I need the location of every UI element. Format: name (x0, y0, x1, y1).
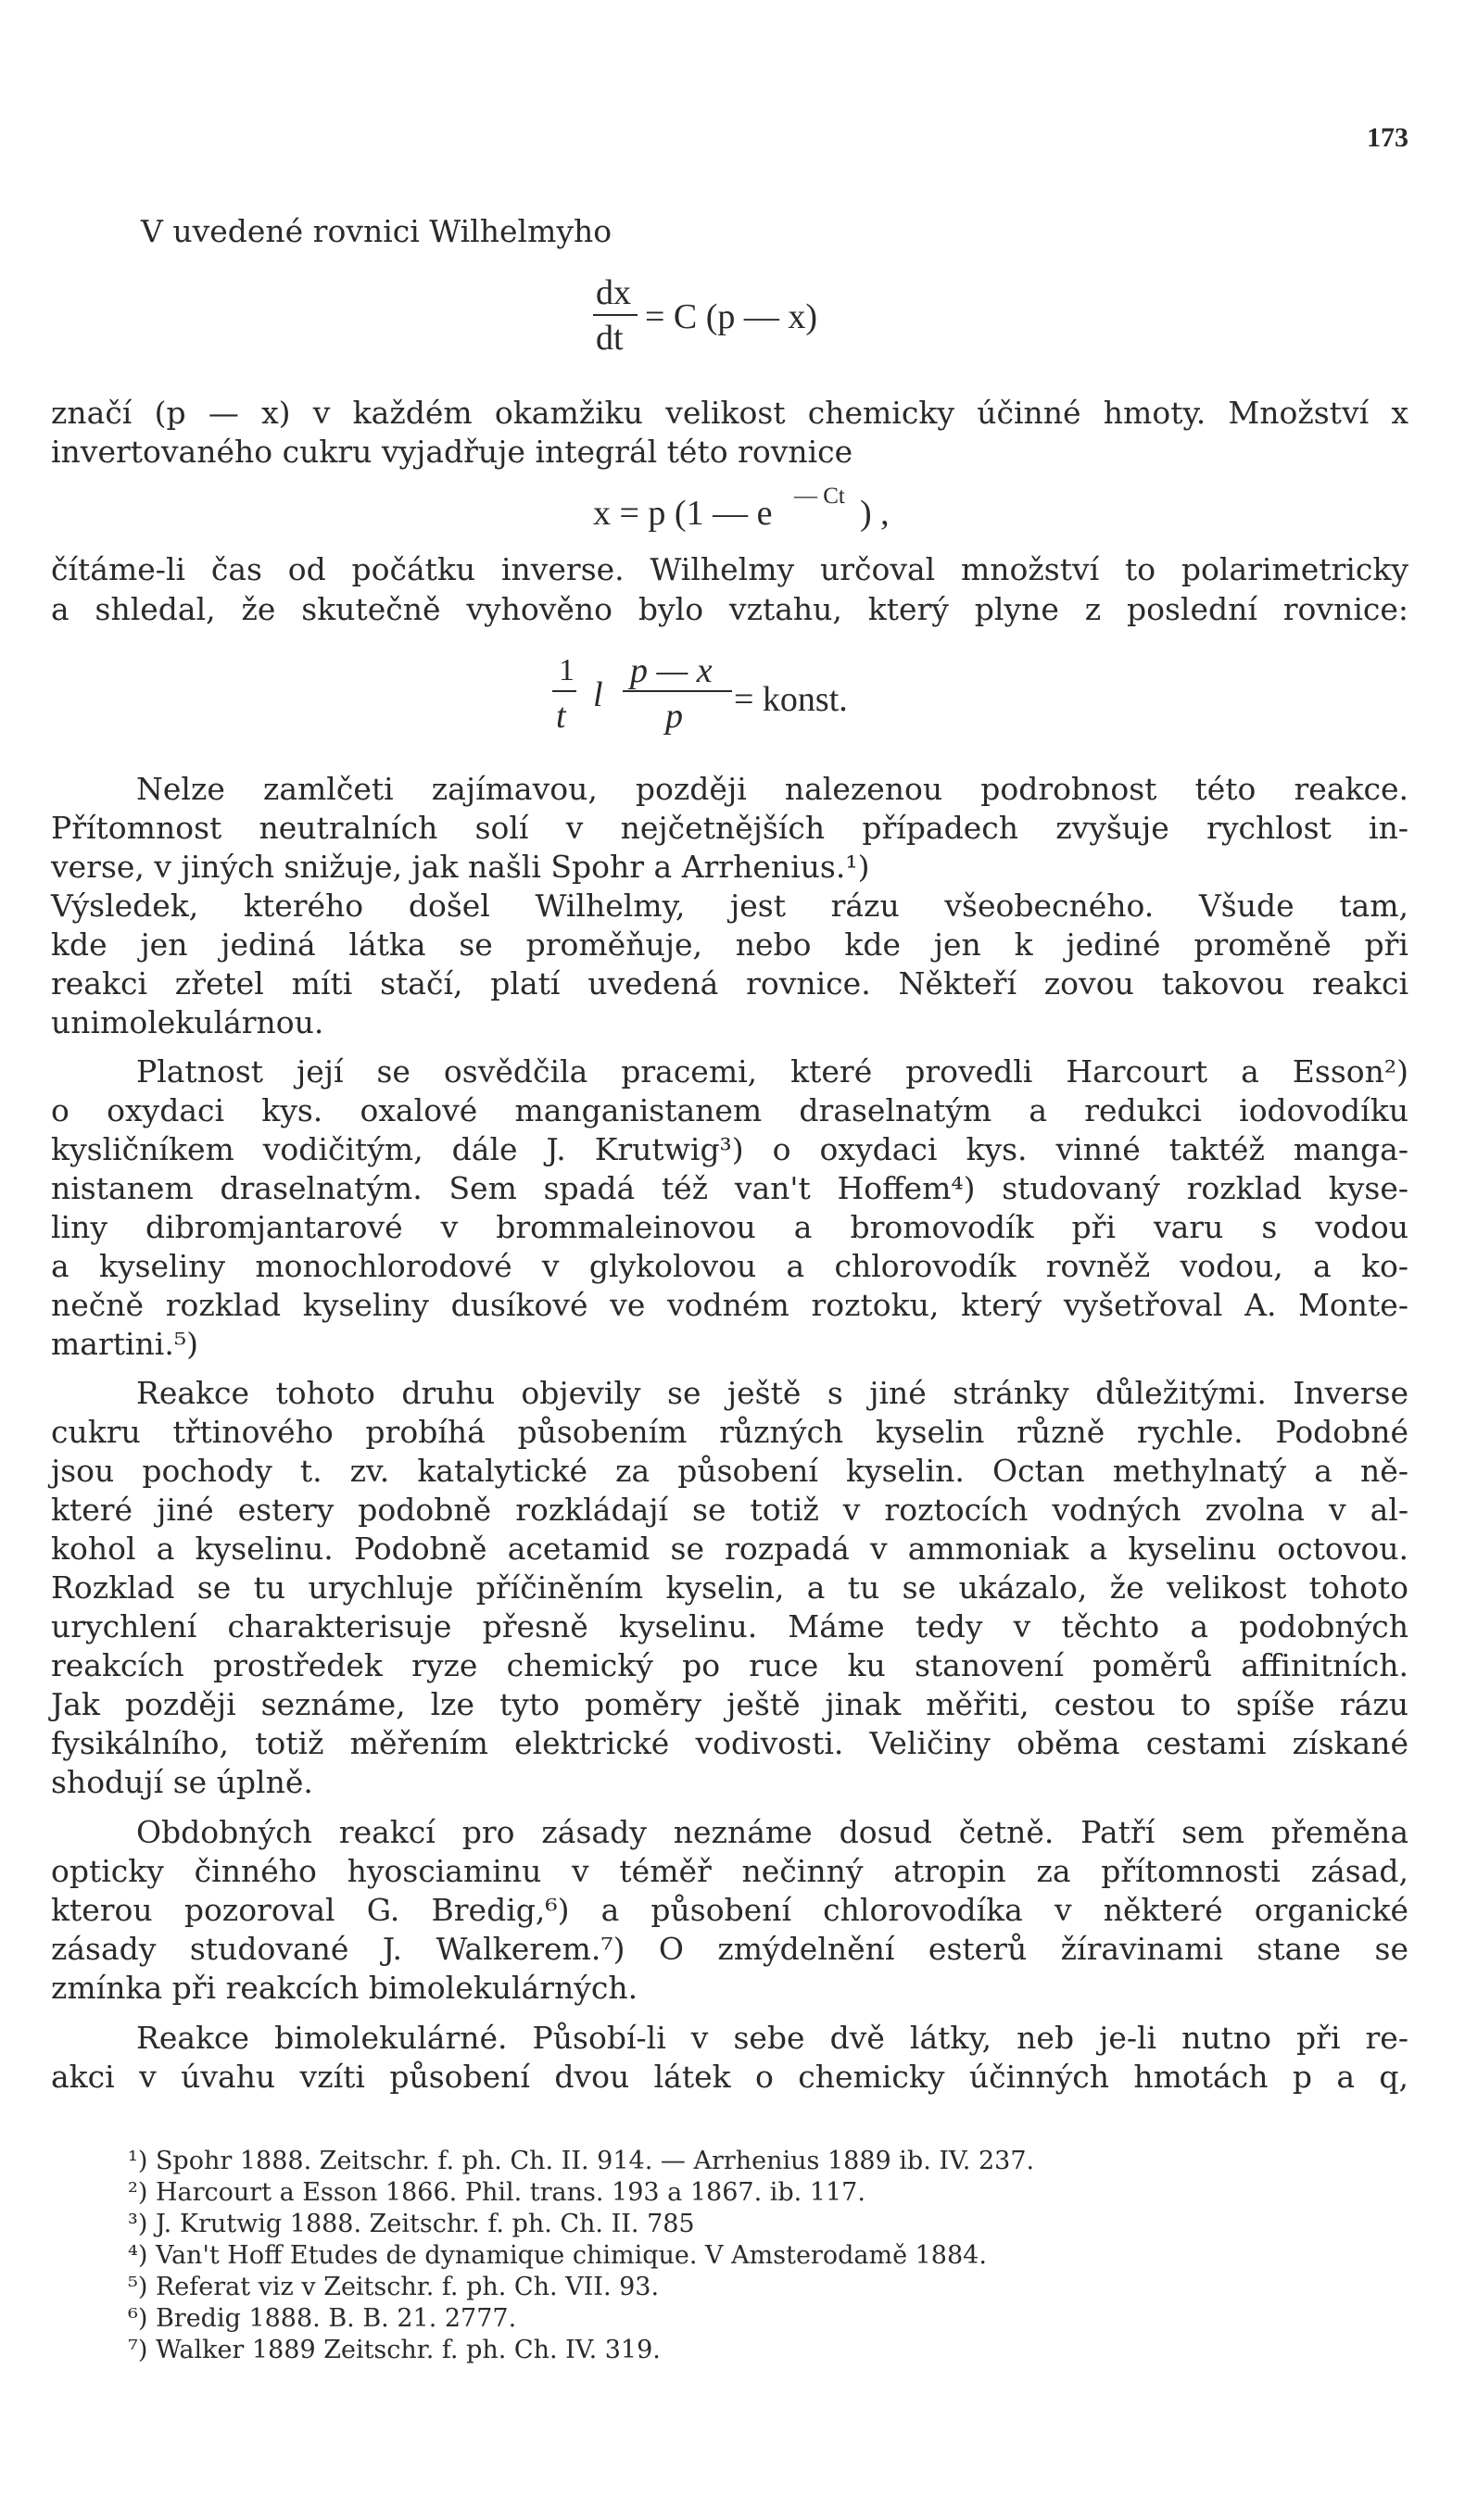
text-line: zásady studované J. Walkerem.⁷) O zmýdelnění esterů žíravinami stane se (51, 1931, 1408, 1967)
text-line: Výsledek, kterého došel Wilhelmy, jest rázu všeobecného. Všude tam, (51, 888, 1408, 924)
eq3-rhs: = konst. (734, 680, 848, 719)
eq1-fraction-bar (593, 314, 638, 316)
text-line: Platnost její se osvědčila pracemi, které provedli Harcourt a Esson²) (136, 1053, 1408, 1090)
text-line: urychlení charakterisuje přesně kyselinu. Máme tedy v těchto a podobných (51, 1608, 1408, 1644)
footnote: ¹) Spohr 1888. Zeitschr. f. ph. Ch. II. 914. — Arrhenius 1889 ib. IV. 237. (128, 2147, 1035, 2175)
page-number: 173 (1367, 122, 1408, 153)
eq3-denominator: p (665, 697, 683, 736)
text-line: značí (p — x) v každém okamžiku velikost chemicky účinné hmoty. Množství x (51, 395, 1408, 431)
text-line: kde jen jediná látka se proměňuje, nebo kde jen k jediné proměně při (51, 926, 1408, 963)
text-line: Rozklad se tu urychluje příčiněním kyselin, a tu se ukázalo, že velikost tohoto (51, 1569, 1408, 1606)
text-line: V uvedené rovnici Wilhelmyho (141, 213, 613, 249)
eq3-l: l (593, 675, 603, 714)
footnote: ⁶) Bredig 1888. B. B. 21. 2777. (128, 2304, 517, 2333)
text-line: opticky činného hyosciaminu v téměř nečinný atropin za přítomnosti zásad, (51, 1853, 1408, 1889)
eq3-t: t (556, 697, 566, 736)
footnote: ⁵) Referat viz v Zeitschr. f. ph. Ch. VII. 93. (128, 2273, 660, 2301)
eq3-fraction-bar-right (623, 690, 732, 692)
text-line: o oxydaci kys. oxalové manganistanem draselnatým a redukci iodovodíku (51, 1092, 1408, 1128)
footnote: ³) J. Krutwig 1888. Zeitschr. f. ph. Ch. II. 785 (128, 2210, 695, 2238)
eq2-lhs: x = p (1 — e (593, 494, 773, 533)
text-line: shodují se úplně. (51, 1764, 313, 1800)
text-line: liny dibromjantarové v brommaleinovou a bromovodík při varu s vodou (51, 1209, 1408, 1245)
text-line: martini.⁵) (51, 1326, 198, 1362)
text-line: fysikálního, totiž měřením elektrické vodivosti. Veličiny oběma cestami získané (51, 1725, 1408, 1761)
text-line: reakcích prostředek ryze chemický po ruce ku stanovení poměrů affinitních. (51, 1647, 1408, 1683)
text-line: Reakce tohoto druhu objevily se ještě s jiné stránky důležitými. Inverse (136, 1375, 1408, 1411)
footnote: ⁴) Van't Hoff Etudes de dynamique chimique. V Amsterodamě 1884. (128, 2241, 987, 2270)
text-line: kohol a kyselinu. Podobně acetamid se rozpadá v ammoniak a kyselinu octovou. (51, 1531, 1408, 1567)
eq2-exponent: — Ct (794, 484, 845, 509)
text-line: Nelze zamlčeti zajímavou, později nalezenou podrobnost této reakce. (136, 771, 1408, 807)
text-line: nistanem draselnatým. Sem spadá též van't Hoffem⁴) studovaný rozklad kyse- (51, 1170, 1408, 1206)
text-line: kysličníkem vodičitým, dále J. Krutwig³) o oxydaci kys. vinné taktéž manga- (51, 1131, 1408, 1167)
text-line: a shledal, že skutečně vyhověno bylo vztahu, který plyne z poslední rovnice: (51, 591, 1408, 627)
text-line: Přítomnost neutralních solí v nejčetnějších případech zvyšuje rychlost in- (51, 810, 1408, 846)
text-line: které jiné estery podobně rozkládají se totiž v roztocích vodných zvolna v al- (51, 1492, 1408, 1528)
eq3-numerator: p — x (630, 651, 713, 690)
text-line: nečně rozklad kyseliny dusíkové ve vodném roztoku, který vyšetřoval A. Monte- (51, 1287, 1408, 1323)
text-line: zmínka při reakcích bimolekulárných. (51, 1970, 638, 2006)
text-line: invertovaného cukru vyjadřuje integrál této rovnice (51, 434, 853, 470)
eq1-rhs: = C (p — x) (645, 297, 818, 336)
text-line: akci v úvahu vzíti působení dvou látek o chemicky účinných hmotách p a q, (51, 2059, 1408, 2095)
text-line: čítáme-li čas od počátku inverse. Wilhelmy určoval množství to polarimetricky (51, 551, 1408, 587)
eq1-numerator: dx (596, 273, 631, 312)
text-line: Reakce bimolekulárné. Působí-li v sebe dvě látky, neb je-li nutno při re- (136, 2020, 1408, 2056)
footnote: ⁷) Walker 1889 Zeitschr. f. ph. Ch. IV. 319. (128, 2336, 661, 2364)
text-line: verse, v jiných snižuje, jak našli Spohr a Arrhenius.¹) (51, 849, 870, 885)
text-line: unimolekulárnou. (51, 1004, 324, 1040)
text-line: reakci zřetel míti stačí, platí uvedená rovnice. Někteří zovou takovou reakci (51, 965, 1408, 1002)
eq3-fraction-bar-left (552, 690, 576, 692)
eq3-one: 1 (559, 653, 575, 687)
eq2-rhs: ) , (860, 494, 890, 533)
eq1-denominator: dt (596, 319, 624, 358)
text-line: Jak později seznáme, lze tyto poměry ještě jinak měřiti, cestou to spíše rázu (51, 1686, 1408, 1722)
text-line: a kyseliny monochlorodové v glykolovou a chlorovodík rovněž vodou, a ko- (51, 1248, 1408, 1284)
text-line: cukru třtinového probíhá působením různých kyselin různě rychle. Podobné (51, 1414, 1408, 1450)
text-line: kterou pozoroval G. Bredig,⁶) a působení chlorovodíka v některé organické (51, 1892, 1408, 1928)
text-line: jsou pochody t. zv. katalytické za působení kyselin. Octan methylnatý a ně- (51, 1453, 1408, 1489)
footnote: ²) Harcourt a Esson 1866. Phil. trans. 193 a 1867. ib. 117. (128, 2178, 865, 2207)
text-line: Obdobných reakcí pro zásady neznáme dosud četně. Patří sem přeměna (136, 1814, 1408, 1850)
